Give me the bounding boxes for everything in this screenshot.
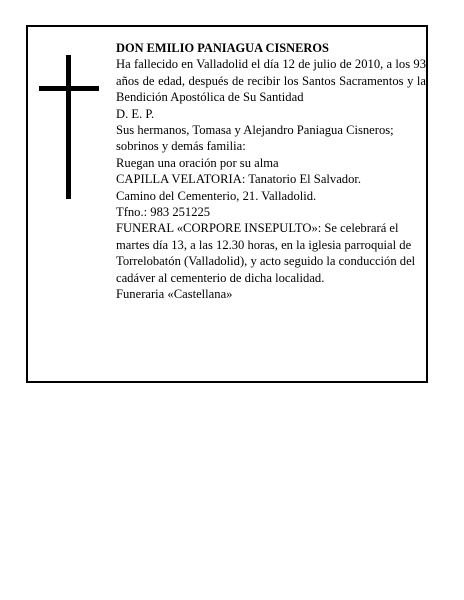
cross-icon <box>39 55 99 199</box>
obituary-notice <box>26 25 428 383</box>
prayer-request: Ruegan una oración por su alma <box>116 155 279 170</box>
phone-number: Tfno.: 983 251225 <box>116 205 211 220</box>
chapel-address: Camino del Cementerio, 21. Valladolid. <box>116 188 317 203</box>
funeral-home: Funeraria «Castellana» <box>116 287 233 302</box>
notice-body <box>116 40 426 303</box>
funeral-details: FUNERAL «CORPORE INSEPULTO»: Se celebrará el martes día 13, a las 12.30 horas, en la iglesia parroquial de Torrelobatón (Valladolid), y acto seguido la conducción del cadáver al cementerio de dicha localidad. <box>116 221 416 285</box>
cross-horizontal-bar <box>39 86 99 91</box>
death-announcement: Ha fallecido en Valladolid el día 12 de julio de 2010, a los 93 años de edad, después de recibir los Santos Sacramentos y la Bendición Apostólica de Su Santidad <box>116 57 426 105</box>
deceased-name: DON EMILIO PANIAGUA CISNEROS <box>116 41 329 55</box>
rest-in-peace: D. E. P. <box>116 106 155 121</box>
chapel-info: CAPILLA VELATORIA: Tanatorio El Salvador. <box>116 172 362 187</box>
cross-vertical-bar <box>66 55 71 199</box>
family-mourners: Sus hermanos, Tomasa y Alejandro Paniagua Cisneros; sobrinos y demás familia: <box>116 123 394 154</box>
